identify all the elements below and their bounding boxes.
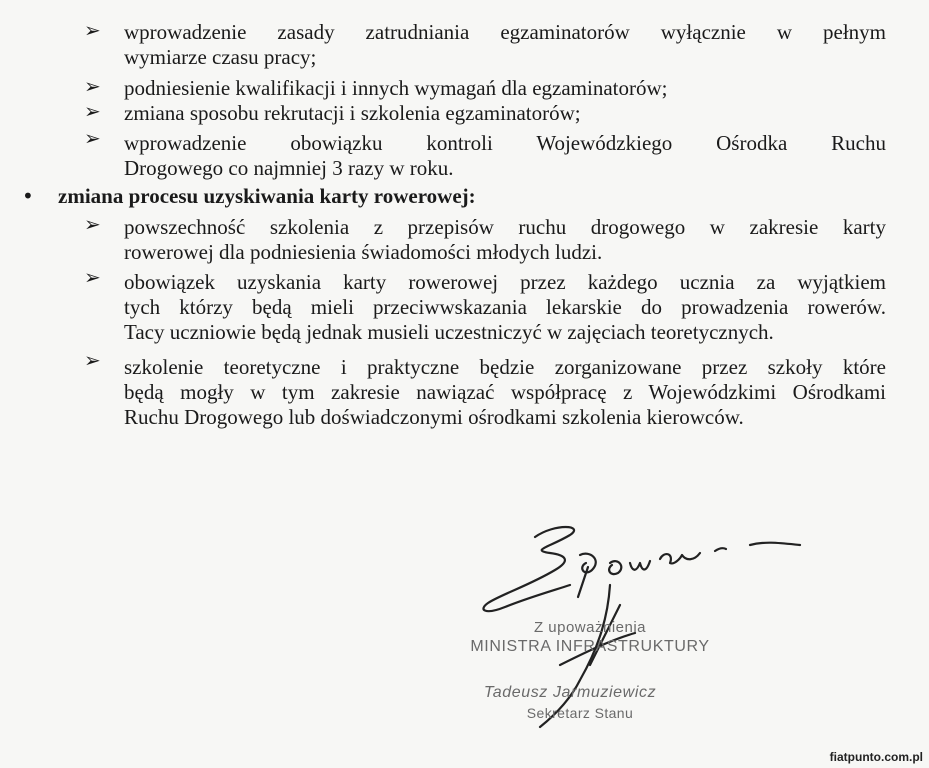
list-item: zmiana sposobu rekrutacji i szkolenia egzaminatorów;: [124, 101, 581, 125]
list-item: wprowadzenie obowiązku kontroli Wojewódzkiego Ośrodka Ruchu Drogowego co najmniej 3 razy w roku.: [124, 131, 886, 180]
arrow-bullet-icon: ➢: [84, 18, 101, 42]
list-item: podniesienie kwalifikacji i innych wymagań dla egzaminatorów;: [124, 76, 668, 100]
stamp-signer-name: Tadeusz Jarmuziewicz: [483, 684, 657, 701]
arrow-bullet-icon: ➢: [84, 265, 101, 289]
section-heading: zmiana procesu uzyskiwania karty rowerowej:: [58, 184, 476, 208]
arrow-bullet-icon: ➢: [84, 74, 101, 98]
arrow-bullet-icon: ➢: [84, 212, 101, 236]
list-item: szkolenie teoretyczne i praktyczne będzie zorganizowane przez szkoły które będą mogły w tym zakresie nawiązać współpracę z Wojewódzkimi Ośrodkami Ruchu Drogowego lub doświadczonymi ośrodkami szkolenia kierowców.: [124, 355, 886, 429]
watermark: fiatpunto.com.pl: [829, 750, 923, 764]
list-item: powszechność szkolenia z przepisów ruchu drogowego w zakresie karty rowerowej dla podniesienia świadomości młodych ludzi.: [124, 215, 886, 264]
stamp-authorization: Z upoważnienia: [533, 619, 647, 636]
arrow-bullet-icon: ➢: [84, 348, 101, 372]
list-item: wprowadzenie zasady zatrudniania egzaminatorów wyłącznie w pełnym wymiarze czasu pracy;: [124, 20, 886, 69]
stamp-signer-title: Sekretarz Stanu: [526, 705, 634, 721]
arrow-bullet-icon: ➢: [84, 99, 101, 123]
arrow-bullet-icon: ➢: [84, 126, 101, 150]
list-item: obowiązek uzyskania karty rowerowej przez każdego ucznia za wyjątkiem tych którzy będą mieli przeciwwskazania lekarskie do prowadzenia rowerów. Tacy uczniowie będą jednak musieli uczestniczyć w zajęciach teoretycznych.: [124, 270, 886, 344]
bullet-icon: •: [22, 184, 34, 208]
stamp-ministry: MINISTRA INFRASTRUKTURY: [470, 638, 710, 655]
